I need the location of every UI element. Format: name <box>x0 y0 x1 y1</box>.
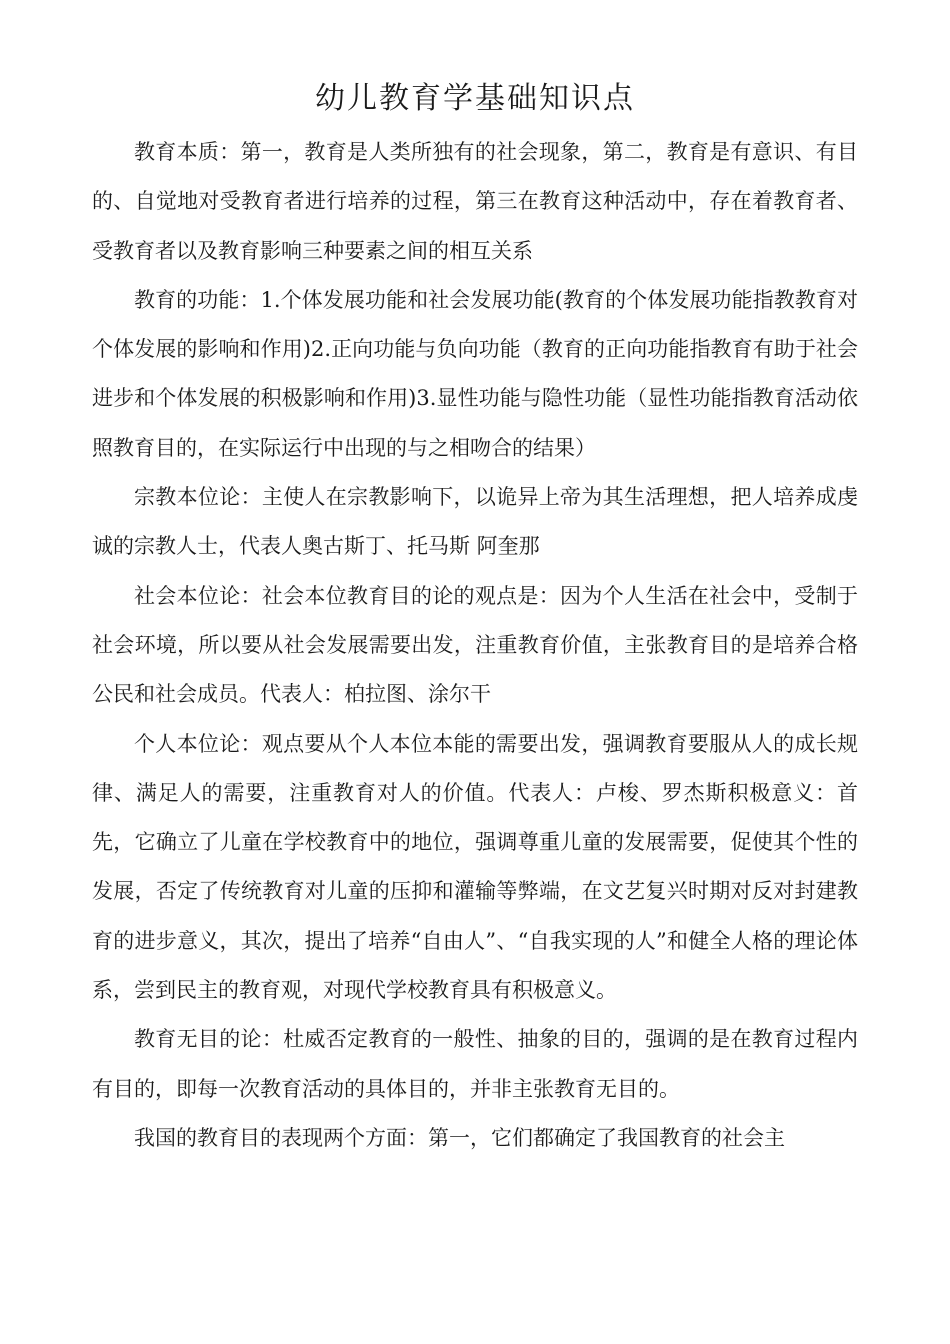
paragraph-no-aim-theory: 教育无目的论：杜威否定教育的一般性、抽象的目的，强调的是在教育过程内有目的，即每一次教育活动的具体目的，并非主张教育无目的。 <box>92 1027 858 1101</box>
paragraph-individual-standard: 个人本位论：观点要从个人本位本能的需要出发，强调教育要服从人的成长规律、满足人的需要，注重教育对人的价值。代表人：卢梭、罗杰斯积极意义：首先，它确立了儿童在学校教育中的地位，强调尊重儿童的发展需要，促使其个性的发展，否定了传统教育对儿童的压抑和灌输等弊端，在文艺复兴时期对反对封建教育的进步意义，其次，提出了培养“自由人”、“自我实现的人”和健全人格的理论体系，尝到民主的教育观，对现代学校教育具有积极意义。 <box>92 731 858 1003</box>
paragraph-education-functions: 教育的功能：1.个体发展功能和社会发展功能(教育的个体发展功能指教教育对个体发展的影响和作用)2.正向功能与负向功能（教育的正向功能指教育有助于社会进步和个体发展的积极影响和作用)3.显性功能与隐性功能（显性功能指教育活动依照教育目的，在实际运行中出现的与之相吻合的结果） <box>92 287 858 460</box>
paragraph-education-essence: 教育本质：第一，教育是人类所独有的社会现象，第二，教育是有意识、有目的、自觉地对受教育者进行培养的过程，第三在教育这种活动中，存在着教育者、受教育者以及教育影响三种要素之间的相互关系 <box>92 140 858 263</box>
paragraph-social-standard: 社会本位论：社会本位教育目的论的观点是：因为个人生活在社会中，受制于社会环境，所以要从社会发展需要出发，注重教育价值，主张教育目的是培养合格公民和社会成员。代表人：柏拉图、涂尔干 <box>92 583 858 707</box>
document-title: 幼儿教育学基础知识点 <box>315 81 635 116</box>
paragraph-religious-standard: 宗教本位论：主使人在宗教影响下，以诡异上帝为其生活理想，把人培养成虔诚的宗教人士，代表人奥古斯丁、托马斯 阿奎那 <box>92 485 858 559</box>
paragraph-national-aims: 我国的教育目的表现两个方面：第一，它们都确定了我国教育的社会主 <box>134 1125 785 1150</box>
